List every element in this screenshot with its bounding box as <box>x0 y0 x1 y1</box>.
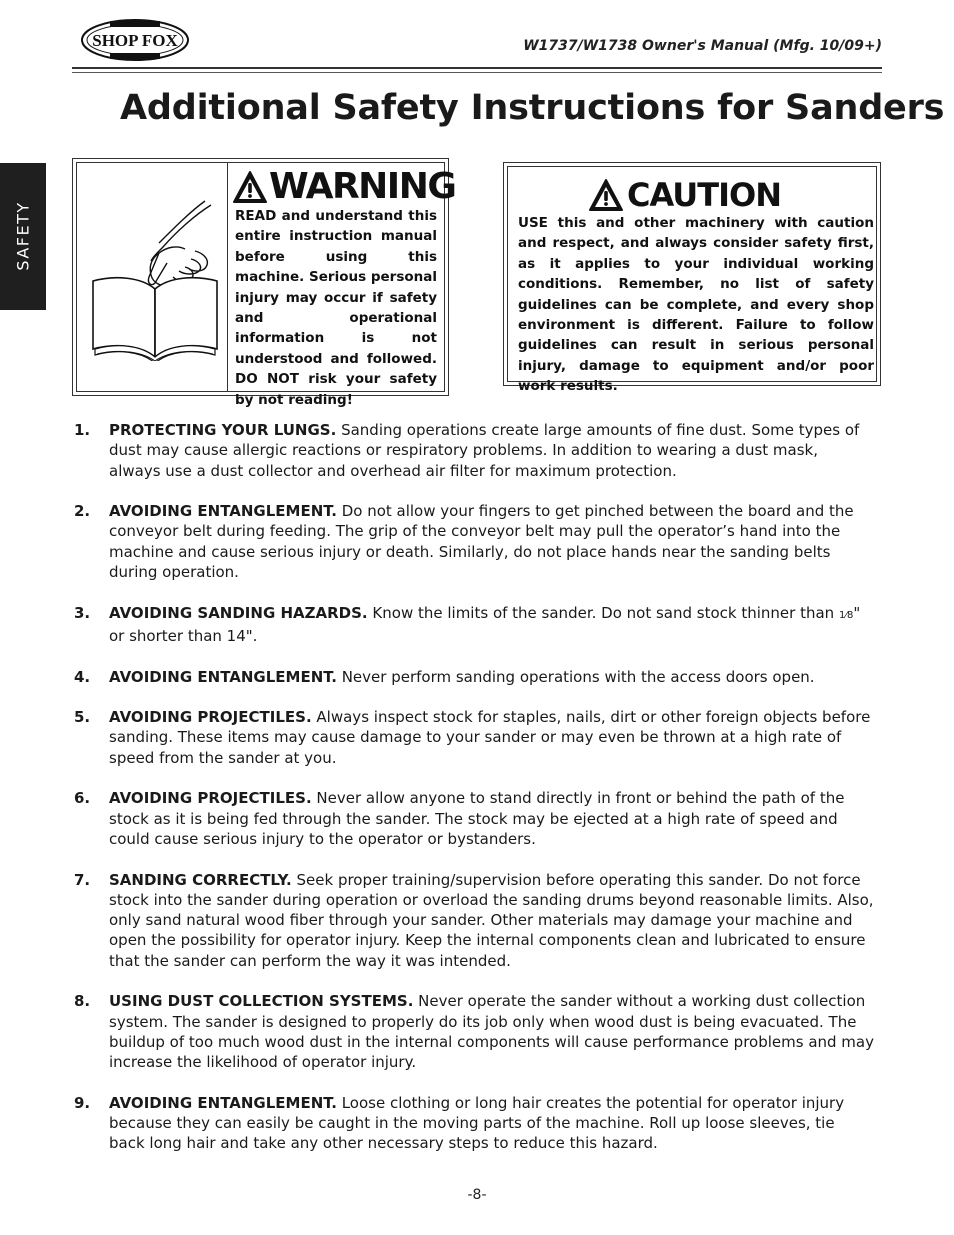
list-item <box>74 420 874 481</box>
caution-label: CAUTION <box>627 176 781 214</box>
caution-text: USE this and other machinery with caution and respect, and always consider safety first, as it applies to your individual working conditions. Remember, no list of safety guidelines can be complete, and every shop environment is different. Failure to follow guidelines can result in serious personal injury, damage to equipment and/or poor work results. <box>518 215 874 395</box>
item-number: 5. <box>74 708 91 727</box>
item-heading: AVOIDING ENTANGLEMENT. <box>109 667 337 686</box>
fraction-value: 1⁄8 <box>838 609 854 621</box>
item-number: 9. <box>74 1093 91 1112</box>
item-text: Loose clothing or long hair creates the potential for operator injury because they can easily be caught in the moving parts of the machine. Roll up loose sleeves, tie back long hair and take any other necessary steps to reduce this hazard. <box>109 1093 845 1153</box>
caution-triangle-icon <box>588 178 624 212</box>
item-text: Never allow anyone to stand directly in front or behind the path of the stock as it is being fed through the sander. The stock may be ejected at a high rate of speed and could cause serious injury to the operator or bystanders. <box>109 789 845 848</box>
item-heading: SANDING CORRECTLY. <box>109 870 292 889</box>
warning-frame <box>76 162 456 408</box>
header-rule-thin <box>72 72 882 73</box>
item-number: 6. <box>74 789 91 808</box>
item-number: 4. <box>74 667 91 686</box>
item-heading: USING DUST COLLECTION SYSTEMS. <box>109 992 414 1011</box>
page-title: Additional Safety Instructions for Sanders <box>120 88 945 128</box>
section-tab <box>0 163 46 310</box>
caution-frame <box>507 166 877 395</box>
list-item <box>74 870 874 971</box>
item-heading: AVOIDING ENTANGLEMENT. <box>109 502 337 521</box>
warning-label: WARNING <box>269 166 456 207</box>
item-number: 2. <box>74 502 91 521</box>
list-item <box>74 788 874 849</box>
caution-box <box>503 162 881 395</box>
section-tab-label: SAFETY <box>13 201 33 271</box>
warning-text: READ and understand this entire instruction manual before using this machine. Serious personal injury may occur if safety and operational information is not understood and followed. DO NOT risk your safety by not reading! <box>235 208 437 408</box>
item-heading: AVOIDING PROJECTILES. <box>109 708 312 727</box>
header-rule <box>72 67 882 69</box>
warning-box <box>72 158 456 408</box>
list-item <box>74 603 874 647</box>
item-text: Sanding operations create large amounts of fine dust. Some types of dust may cause allergic reactions or respiratory problems. In addition to wearing a dust mask, always use a dust collector and overhead air filter for maximum protection. <box>109 421 860 480</box>
item-text: Never perform sanding operations with the access doors open. <box>341 667 815 686</box>
item-text: Seek proper training/supervision before operating this sander. Do not force stock into the sander during operation or overload the sanding drums beyond reasonable limits. Also, only sand natural wood fiber through your sander. Other materials may damage your machine and open the possibility for operator injury. Keep the internal components clean and lubricated to ensure that the sander can perform the way it was intended. <box>109 870 874 970</box>
item-text-continued: " or shorter than 14". <box>109 603 861 645</box>
item-text: Know the limits of the sander. Do not sand stock thinner than <box>372 603 835 622</box>
list-item <box>74 707 874 768</box>
read-manual-icon <box>85 191 223 361</box>
warning-divider <box>227 163 228 391</box>
item-text: Always inspect stock for staples, nails, dirt or other foreign objects before sanding. These items may cause damage to your sander or may even be thrown at a high rate of speed from the sander at you. <box>109 708 871 767</box>
safety-instruction-list <box>74 420 874 1174</box>
list-item <box>74 991 874 1072</box>
page-number: -8- <box>467 1187 487 1203</box>
list-item <box>74 1093 874 1154</box>
item-heading: AVOIDING SANDING HAZARDS. <box>109 603 368 622</box>
warning-heading <box>232 167 455 207</box>
item-heading: AVOIDING ENTANGLEMENT. <box>109 1093 337 1112</box>
item-heading: AVOIDING PROJECTILES. <box>109 789 312 808</box>
item-text: Do not allow your fingers to get pinched between the board and the conveyor belt during feeding. The grip of the conveyor belt may pull the operator’s hand into the machine and cause serious injury or death. Similarly, do not place hands near the sanding belts during operation. <box>109 502 854 582</box>
manual-title: W1737/W1738 Owner's Manual (Mfg. 10/09+) <box>523 38 882 54</box>
caution-heading <box>588 175 781 215</box>
item-text: Never operate the sander without a working dust collection system. The sander is designed to properly do its job only when wood dust is being evacuated. The buildup of too much wood dust in the internal components will cause performance problems and may increase the likelihood of operator injury. <box>109 992 874 1072</box>
item-number: 8. <box>74 992 91 1011</box>
item-number: 7. <box>74 870 91 889</box>
shop-fox-logo <box>80 18 190 62</box>
item-number: 1. <box>74 421 91 439</box>
logo-text: SHOP FOX <box>92 31 178 50</box>
list-item <box>74 501 874 582</box>
list-item <box>74 667 874 687</box>
warning-triangle-icon <box>232 170 268 204</box>
item-number: 3. <box>74 603 91 622</box>
item-heading: PROTECTING YOUR LUNGS. <box>109 421 337 439</box>
